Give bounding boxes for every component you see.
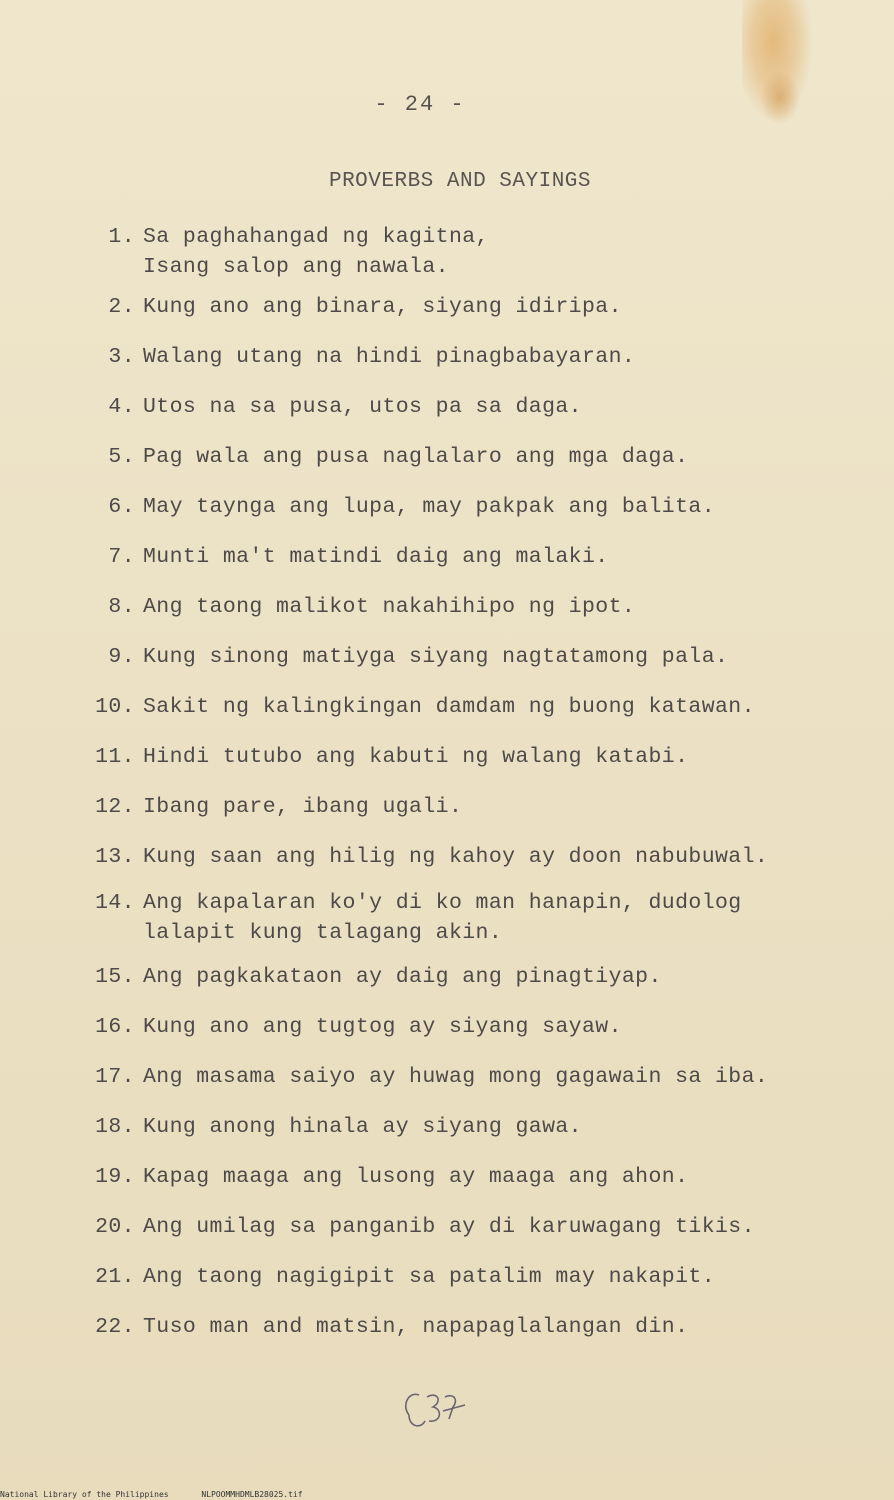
- proverb-text: Ang pagkakataon ay daig ang pinagtiyap.: [143, 965, 662, 989]
- proverb-text-continued: Isang salop ang nawala.: [143, 255, 449, 279]
- proverb-number: 14.: [95, 891, 135, 915]
- proverb-text: Hindi tutubo ang kabuti ng walang katabi.: [143, 745, 689, 769]
- scan-footer: [0, 1490, 894, 1499]
- proverb-number: 10.: [95, 695, 135, 719]
- proverb-number: 5.: [108, 445, 135, 469]
- proverb-number: 12.: [95, 795, 135, 819]
- proverb-text: Kung ano ang tugtog ay siyang sayaw.: [143, 1015, 622, 1039]
- proverb-number: 15.: [95, 965, 135, 989]
- proverb-text: Ang taong nagigipit sa patalim may nakapit.: [143, 1265, 715, 1289]
- page-title: PROVERBS AND SAYINGS: [328, 170, 592, 193]
- proverb-item: [75, 492, 715, 522]
- proverb-text: May taynga ang lupa, may pakpak ang balita.: [143, 495, 715, 519]
- proverb-item: [75, 1162, 688, 1192]
- footer-library: National Library of the Philippines: [0, 1490, 169, 1499]
- proverb-item: [75, 442, 688, 472]
- proverb-text: Ibang pare, ibang ugali.: [143, 795, 463, 819]
- proverb-text: Munti ma't matindi daig ang malaki.: [143, 545, 609, 569]
- proverb-text: Kung ano ang binara, siyang idiripa.: [143, 295, 622, 319]
- proverb-item: [75, 392, 582, 422]
- proverb-text: Pag wala ang pusa naglalaro ang mga daga.: [143, 445, 689, 469]
- proverb-text: Ang taong malikot nakahihipo ng ipot.: [143, 595, 636, 619]
- proverb-text: Kung anong hinala ay siyang gawa.: [143, 1115, 582, 1139]
- footer-filename: NLPOOMMHDMLB28025.tif: [201, 1490, 303, 1499]
- proverb-text: Ang umilag sa panganib ay di karuwagang tikis.: [143, 1215, 755, 1239]
- proverb-text: Utos na sa pusa, utos pa sa daga.: [143, 395, 582, 419]
- proverb-number: 13.: [95, 845, 135, 869]
- proverb-number: 17.: [95, 1065, 135, 1089]
- proverb-number: 20.: [95, 1215, 135, 1239]
- proverb-number: 8.: [108, 595, 135, 619]
- proverb-item: [75, 1012, 622, 1042]
- proverb-number: 21.: [95, 1265, 135, 1289]
- proverb-item: [75, 642, 728, 672]
- proverb-item: [75, 342, 635, 372]
- proverb-number: 3.: [108, 345, 135, 369]
- proverb-item: [75, 542, 609, 572]
- proverb-text: Sakit ng kalingkingan damdam ng buong katawan.: [143, 695, 755, 719]
- proverb-text: Walang utang na hindi pinagbabayaran.: [143, 345, 636, 369]
- proverb-number: 4.: [108, 395, 135, 419]
- proverb-text-continued: lalapit kung talagang akin.: [143, 921, 503, 945]
- page-number: - 24 -: [374, 92, 466, 117]
- proverb-text: Ang masama saiyo ay huwag mong gagawain sa iba.: [143, 1065, 769, 1089]
- proverb-item: [75, 792, 462, 822]
- proverb-text: Kung sinong matiyga siyang nagtatamong pala.: [143, 645, 729, 669]
- proverb-item: [75, 1262, 715, 1292]
- proverb-number: 19.: [95, 1165, 135, 1189]
- proverb-item: [75, 692, 755, 722]
- proverb-item: [75, 1212, 755, 1242]
- proverb-number: 7.: [108, 545, 135, 569]
- handwritten-page-mark: [395, 1385, 485, 1435]
- proverb-item: [75, 888, 742, 948]
- proverb-text: Kung saan ang hilig ng kahoy ay doon nabubuwal.: [143, 845, 769, 869]
- proverb-number: 9.: [108, 645, 135, 669]
- proverb-item: [75, 592, 635, 622]
- proverb-item: [75, 1112, 582, 1142]
- proverb-number: 16.: [95, 1015, 135, 1039]
- proverb-item: [75, 962, 662, 992]
- proverb-item: [75, 1062, 768, 1092]
- proverb-text: Kapag maaga ang lusong ay maaga ang ahon.: [143, 1165, 689, 1189]
- proverb-item: [75, 1312, 688, 1342]
- proverb-item: [75, 222, 489, 282]
- proverb-item: [75, 742, 688, 772]
- paper-stain-drip: [760, 70, 800, 125]
- proverb-number: 1.: [108, 225, 135, 249]
- proverb-number: 6.: [108, 495, 135, 519]
- proverb-text: Ang kapalaran ko'y di ko man hanapin, dudolog: [143, 891, 742, 915]
- proverb-text: Sa paghahangad ng kagitna,: [143, 225, 489, 249]
- proverb-number: 18.: [95, 1115, 135, 1139]
- proverb-number: 11.: [95, 745, 135, 769]
- proverb-text: Tuso man and matsin, napapaglalangan din.: [143, 1315, 689, 1339]
- proverb-item: [75, 842, 768, 872]
- proverb-number: 22.: [95, 1315, 135, 1339]
- proverb-item: [75, 292, 622, 322]
- proverb-number: 2.: [108, 295, 135, 319]
